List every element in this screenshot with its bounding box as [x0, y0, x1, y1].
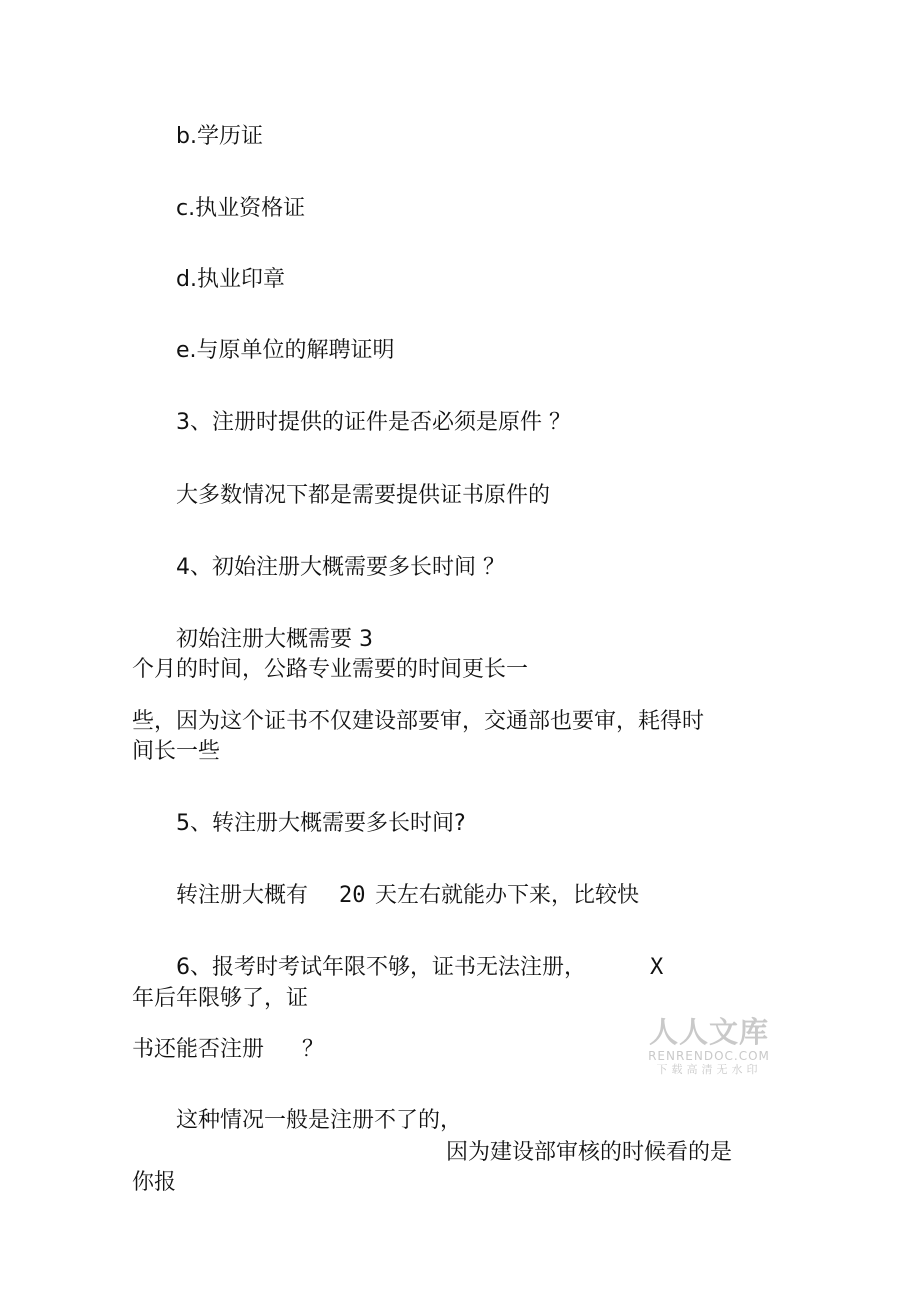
answer-4-line-1: 初始注册大概需要 3 — [176, 627, 373, 652]
watermark-domain: RENRENDOC.COM — [648, 1049, 770, 1063]
watermark-logo — [646, 1015, 772, 1077]
option-d: d.执业印章 — [176, 267, 285, 292]
answer-5-part-1: 转注册大概有 — [176, 883, 309, 908]
answer-4-line-4: 间长一些 — [132, 739, 221, 764]
answer-5-part-2: 天左右就能办下来，比较快 — [375, 883, 640, 908]
answer-4-line-3: 些，因为这个证书不仅建设部要审，交通部也要审，耗得时 — [132, 709, 705, 734]
question-3: 3、注册时提供的证件是否必须是原件 ？ — [176, 410, 571, 435]
answer-6-line-1: 这种情况一般是注册不了的， — [176, 1108, 463, 1133]
answer-3: 大多数情况下都是需要提供证书原件的 — [176, 483, 551, 508]
question-6-line-2: 年后年限够了，证 — [132, 986, 309, 1011]
watermark-slogan: 下载高清无水印 — [656, 1063, 762, 1076]
answer-5-number: 20 — [339, 883, 366, 908]
answer-4-line-2: 个月的时间，公路专业需要的时间更长一 — [132, 657, 529, 682]
answer-6-line-2: 因为建设部审核的时候看的是 — [446, 1140, 733, 1165]
answer-6-line-3: 你报 — [132, 1170, 177, 1195]
question-6-x: X — [650, 955, 664, 980]
question-5: 5、转注册大概需要多长时间? — [176, 811, 466, 836]
option-b: b.学历证 — [176, 124, 263, 149]
option-e: e.与原单位的解聘证明 — [176, 338, 395, 363]
question-6-line-3: 书还能否注册 — [132, 1037, 265, 1062]
question-4: 4、初始注册大概需要多长时间 ？ — [176, 555, 505, 580]
option-c: c.执业资格证 — [176, 196, 306, 221]
question-6-mark: ？ — [302, 1037, 325, 1062]
question-6-line-1: 6、报考时考试年限不够，证书无法注册， — [176, 955, 586, 980]
watermark-title: 人人文库 — [648, 1015, 769, 1049]
